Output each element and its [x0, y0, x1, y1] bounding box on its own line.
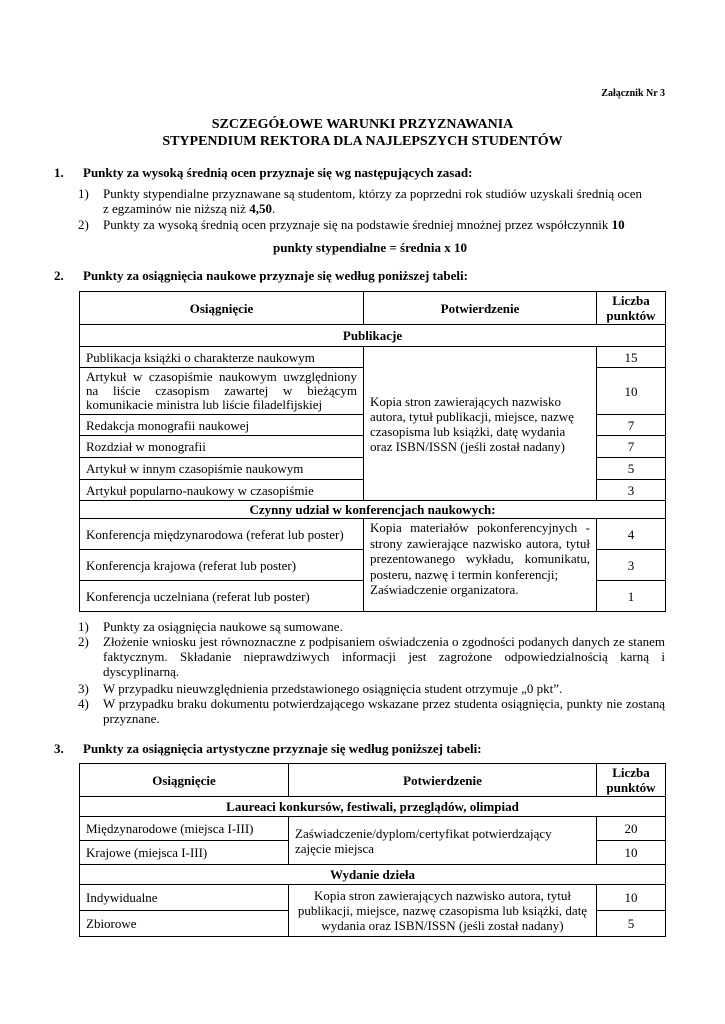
points-cell: 7 [597, 436, 666, 458]
s1-item-1-line-1: Punkty stypendialne przyznawane są studentom, którzy za poprzedni rok studiów uzyskali średnią ocen [103, 186, 642, 201]
section-row-publication [80, 865, 666, 885]
achievement-cell: Krajowe (miejsca I-III) [80, 841, 289, 865]
note-1: Punkty za osiągnięcia naukowe są sumowane. [103, 619, 343, 634]
achievement-cell: Konferencja uczelniana (referat lub poster) [80, 581, 364, 612]
conference-confirmation-cell [364, 519, 597, 612]
points-cell: 10 [597, 841, 666, 865]
achievement-cell: Konferencja międzynarodowa (referat lub poster) [80, 519, 364, 550]
note-1-number: 1) [78, 619, 89, 634]
points-cell: 10 [597, 885, 666, 911]
note-4: W przypadku braku dokumentu potwierdzającego wskazane przez studenta osiągnięcia, punkty nie zostaną przyznane. [103, 696, 665, 726]
header-confirmation: Potwierdzenie [364, 292, 597, 325]
conference-confirmation-organizer: Zaświadczenie organizatora. [370, 582, 519, 597]
points-cell: 10 [597, 368, 666, 415]
achievement-cell: Artykuł popularno-naukowy w czasopiśmie [80, 480, 364, 501]
annex-label: Załącznik Nr 3 [601, 88, 665, 99]
points-cell: 20 [597, 817, 666, 841]
section-publication: Wydanie dzieła [80, 865, 666, 885]
s1-item-1-number: 1) [78, 186, 89, 201]
achievement-cell: Publikacja książki o charakterze naukowym [80, 347, 364, 368]
section-row-conferences [80, 501, 666, 519]
points-cell: 5 [597, 911, 666, 937]
section-publications: Publikacje [80, 325, 666, 347]
points-cell: 7 [597, 415, 666, 436]
points-cell: 1 [597, 581, 666, 612]
section-row-publications [80, 325, 666, 347]
section-row-laureates [80, 797, 666, 817]
s1-item-2-text: Punkty za wysoką średnią ocen przyznaje się na podstawie średniej mnożnej przez współczynnik [103, 217, 612, 232]
header-confirmation: Potwierdzenie [289, 764, 597, 797]
achievement-cell: Redakcja monografii naukowej [80, 415, 364, 436]
achievement-cell: Artykuł w czasopiśmie naukowym uwzględniony na liście czasopism zawartej w bieżącym komunikacie ministra lub liście filadelfijskiej [80, 368, 364, 415]
table-row [80, 347, 666, 368]
multiplier-value: 10 [611, 217, 625, 232]
s1-item-2 [103, 217, 678, 232]
table-row [80, 885, 666, 911]
header-achievement: Osiągnięcie [80, 764, 289, 797]
conference-confirmation-text: Kopia materiałów pokonferencyjnych - strony zawierające nazwisko autora, tytuł prezentowanego wykładu, komunikatu, posteru, nazwę i termin konferencji; [370, 520, 590, 582]
header-points: Liczba punktów [597, 764, 666, 797]
publication-confirmation-cell: Kopia stron zawierających nazwisko autora, tytuł publikacji, miejsce, nazwę czasopisma lub książki, datę wydania oraz ISBN/ISSN (jeśli został nadany) [364, 347, 597, 501]
s1-item-1-period: . [271, 201, 276, 216]
achievement-cell: Artykuł w innym czasopiśmie naukowym [80, 458, 364, 480]
scientific-achievements-table [79, 291, 666, 612]
section-1-number: 1. [54, 165, 64, 180]
points-cell: 15 [597, 347, 666, 368]
achievement-cell: Międzynarodowe (miejsca I-III) [80, 817, 289, 841]
table-row [80, 519, 666, 550]
s1-item-1-text: z egzaminów nie niższą niż [103, 201, 250, 216]
section-3-number: 3. [54, 741, 64, 756]
points-cell: 3 [597, 550, 666, 581]
table-header-row [80, 764, 666, 797]
note-2: Złożenie wniosku jest równoznaczne z podpisaniem oświadczenia o zgodności podanych danych ze stanem faktycznym. Składanie nieprawdziwych informacji jest zagrożone odpowiedzialnością karną i dyscyplinarną. [103, 634, 665, 679]
points-cell: 5 [597, 458, 666, 480]
s1-item-1-line-2 [103, 201, 678, 216]
title-line-1: SZCZEGÓŁOWE WARUNKI PRZYZNAWANIA [211, 117, 514, 132]
section-2-number: 2. [54, 268, 64, 283]
publication-confirmation-cell: Kopia stron zawierających nazwisko autora, tytuł publikacji, miejsce, nazwę czasopisma lub książki, datę wydania oraz ISBN/ISSN (jeśli został nadany) [289, 885, 597, 937]
title-line-2: STYPENDIUM REKTORA DLA NAJLEPSZYCH STUDENTÓW [162, 134, 563, 149]
note-3: W przypadku nieuwzględnienia przedstawionego osiągnięcia student otrzymuje „0 pkt”. [103, 681, 563, 696]
note-4-number: 4) [78, 696, 89, 711]
header-achievement: Osiągnięcie [80, 292, 364, 325]
points-cell: 4 [597, 519, 666, 550]
achievement-cell: Indywidualne [80, 885, 289, 911]
s1-item-2-number: 2) [78, 217, 89, 232]
section-laureates: Laureaci konkursów, festiwali, przeglądów, olimpiad [80, 797, 666, 817]
section-1-heading: Punkty za wysoką średnią ocen przyznaje się wg następujących zasad: [83, 165, 473, 180]
section-conferences: Czynny udział w konferencjach naukowych: [80, 501, 666, 519]
table-row [80, 817, 666, 841]
achievement-cell: Zbiorowe [80, 911, 289, 937]
achievement-cell: Rozdział w monografii [80, 436, 364, 458]
points-cell: 3 [597, 480, 666, 501]
laureate-confirmation-cell: Zaświadczenie/dyplom/certyfikat potwierdzający zajęcie miejsca [289, 817, 597, 865]
section-2-heading: Punkty za osiągnięcia naukowe przyznaje się według poniższej tabeli: [83, 268, 468, 283]
section-3-heading: Punkty za osiągnięcia artystyczne przyznaje się według poniższej tabeli: [83, 741, 482, 756]
achievement-cell: Konferencja krajowa (referat lub poster) [80, 550, 364, 581]
min-average-value: 4,50 [249, 201, 272, 216]
note-2-number: 2) [78, 634, 89, 649]
artistic-achievements-table [79, 763, 666, 937]
points-formula: punkty stypendialne = średnia x 10 [273, 240, 467, 255]
note-3-number: 3) [78, 681, 89, 696]
header-points: Liczba punktów [597, 292, 666, 325]
table-header-row [80, 292, 666, 325]
